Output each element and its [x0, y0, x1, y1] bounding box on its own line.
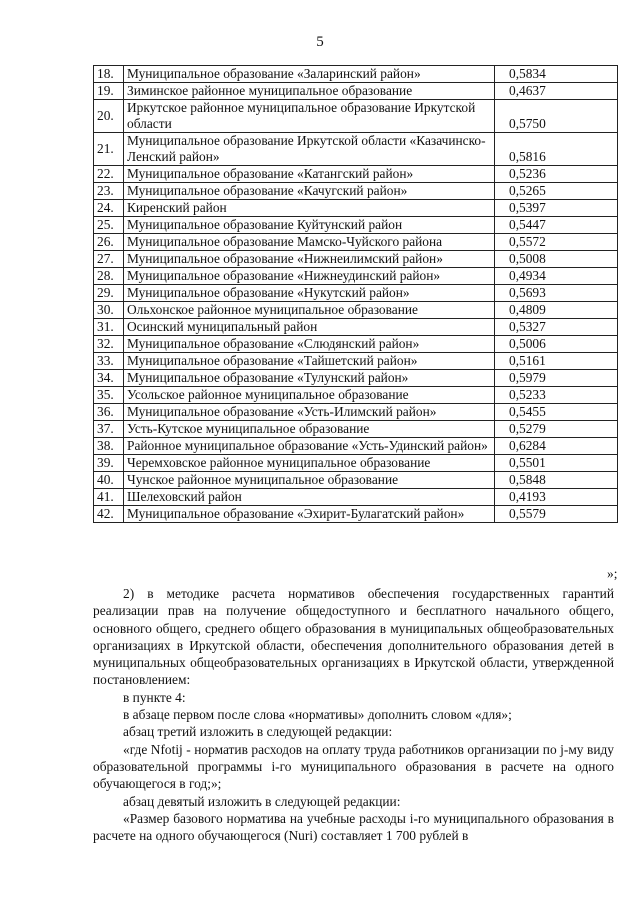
table-row: [94, 489, 618, 506]
coefficient-value: 0,5006: [495, 336, 618, 353]
table-row: [94, 404, 618, 421]
municipality-name: Шелеховский район: [124, 489, 495, 506]
coefficient-value: 0,5161: [495, 353, 618, 370]
table-row: [94, 302, 618, 319]
page-number: 5: [316, 34, 324, 50]
coefficient-value: 0,5397: [495, 200, 618, 217]
row-number: 37.: [94, 421, 124, 438]
municipality-name: Чунское районное муниципальное образование: [124, 472, 495, 489]
coefficient-value: 0,5693: [495, 285, 618, 302]
municipality-name: Муниципальное образование Иркутской области «Казачинско-Ленский район»: [124, 133, 495, 166]
municipality-name: Муниципальное образование «Тайшетский район»: [124, 353, 495, 370]
coefficient-value: 0,5834: [495, 66, 618, 83]
table-row: [94, 421, 618, 438]
coefficient-value: 0,5579: [495, 506, 618, 523]
paragraph-first-abzac: в абзаце первом после слова «нормативы» дополнить словом «для»;: [123, 707, 512, 723]
municipality-name: Муниципальное образование «Слюдянский район»: [124, 336, 495, 353]
closing-quote-mark: »;: [607, 566, 618, 581]
table-row: [94, 353, 618, 370]
coefficient-value: 0,5979: [495, 370, 618, 387]
municipality-name: Муниципальное образование «Нукутский район»: [124, 285, 495, 302]
municipality-name: Муниципальное образование «Эхирит-Булагатский район»: [124, 506, 495, 523]
coefficient-value: 0,5750: [495, 100, 618, 133]
coefficient-value: 0,5265: [495, 183, 618, 200]
coefficient-value: 0,5816: [495, 133, 618, 166]
municipality-name: Районное муниципальное образование «Усть-Удинский район»: [124, 438, 495, 455]
table-row: [94, 387, 618, 404]
table-row: [94, 66, 618, 83]
municipality-name: Муниципальное образование Мамско-Чуйского района: [124, 234, 495, 251]
paragraph-point-4: в пункте 4:: [123, 689, 186, 705]
row-number: 42.: [94, 506, 124, 523]
row-number: 30.: [94, 302, 124, 319]
table-row: [94, 319, 618, 336]
municipality-name: Муниципальное образование «Нижнеудинский район»: [124, 268, 495, 285]
coefficient-value: 0,4809: [495, 302, 618, 319]
table-row: [94, 100, 618, 133]
paragraph-ninth-abzac-intro: абзац девятый изложить в следующей редакции:: [123, 793, 401, 809]
coefficient-value: 0,5236: [495, 166, 618, 183]
table-body: [94, 66, 618, 523]
municipality-name: Муниципальное образование «Усть-Илимский район»: [124, 404, 495, 421]
table-row: [94, 336, 618, 353]
row-number: 31.: [94, 319, 124, 336]
municipality-name: Ольхонское районное муниципальное образование: [124, 302, 495, 319]
row-number: 34.: [94, 370, 124, 387]
coefficient-value: 0,5279: [495, 421, 618, 438]
coefficient-value: 0,5447: [495, 217, 618, 234]
row-number: 23.: [94, 183, 124, 200]
row-number: 19.: [94, 83, 124, 100]
row-number: 21.: [94, 133, 124, 166]
paragraph-base-norm: «Размер базового норматива на учебные расходы i-го муниципального образования в расчете на одного обучающегося (Nuri) составляет 1 700 рублей в: [93, 810, 614, 844]
table-row: [94, 438, 618, 455]
table-row: [94, 455, 618, 472]
row-number: 35.: [94, 387, 124, 404]
municipality-name: Муниципальное образование «Заларинский район»: [124, 66, 495, 83]
row-number: 24.: [94, 200, 124, 217]
municipality-name: Муниципальное образование «Качугский район»: [124, 183, 495, 200]
table-row: [94, 472, 618, 489]
paragraph-third-abzac-intro: абзац третий изложить в следующей редакции:: [123, 724, 393, 740]
table-row: [94, 183, 618, 200]
row-number: 18.: [94, 66, 124, 83]
municipality-name: Усольское районное муниципальное образование: [124, 387, 495, 404]
coefficient-value: 0,5327: [495, 319, 618, 336]
row-number: 32.: [94, 336, 124, 353]
row-number: 28.: [94, 268, 124, 285]
row-number: 27.: [94, 251, 124, 268]
coefficient-value: 0,4934: [495, 268, 618, 285]
row-number: 26.: [94, 234, 124, 251]
row-number: 22.: [94, 166, 124, 183]
coefficient-value: 0,4193: [495, 489, 618, 506]
table-row: [94, 506, 618, 523]
coefficient-value: 0,5233: [495, 387, 618, 404]
table-row: [94, 234, 618, 251]
row-number: 25.: [94, 217, 124, 234]
table-row: [94, 217, 618, 234]
coefficients-table: [93, 65, 618, 523]
coefficient-value: 0,5848: [495, 472, 618, 489]
municipality-name: Зиминское районное муниципальное образование: [124, 83, 495, 100]
row-number: 38.: [94, 438, 124, 455]
municipality-name: Муниципальное образование «Тулунский район»: [124, 370, 495, 387]
row-number: 40.: [94, 472, 124, 489]
table-row: [94, 166, 618, 183]
row-number: 20.: [94, 100, 124, 133]
municipality-name: Черемховское районное муниципальное образование: [124, 455, 495, 472]
paragraph-methodology: 2) в методике расчета нормативов обеспечения государственных гарантий реализации прав на получение общедоступного и бесплатного начального общего, основного общего, среднего общего образования в муниципальных общеобразовательных организациях в Иркутской области, обеспечения дополнительного образования детей в муниципальных общеобразовательных организациях в Иркутской области, утвержденной постановлением:: [93, 586, 614, 688]
municipality-name: Иркутское районное муниципальное образование Иркутской области: [124, 100, 495, 133]
row-number: 36.: [94, 404, 124, 421]
paragraph-nfot-definition: «где Nfotij - норматив расходов на оплату труда работников организации по j-му виду образовательной программы i-го муниципального образования в расчете на одного обучающегося в год;»;: [93, 741, 614, 792]
coefficient-value: 0,6284: [495, 438, 618, 455]
table-row: [94, 285, 618, 302]
municipality-name: Муниципальное образование «Катангский район»: [124, 166, 495, 183]
body-text: [93, 585, 614, 844]
municipality-name: Осинский муниципальный район: [124, 319, 495, 336]
municipality-name: Муниципальное образование «Нижнеилимский район»: [124, 251, 495, 268]
municipality-name: Киренский район: [124, 200, 495, 217]
row-number: 33.: [94, 353, 124, 370]
row-number: 29.: [94, 285, 124, 302]
table-row: [94, 370, 618, 387]
row-number: 41.: [94, 489, 124, 506]
table-row: [94, 268, 618, 285]
table-row: [94, 133, 618, 166]
coefficient-value: 0,5501: [495, 455, 618, 472]
table-row: [94, 83, 618, 100]
municipality-name: Муниципальное образование Куйтунский район: [124, 217, 495, 234]
coefficient-value: 0,4637: [495, 83, 618, 100]
row-number: 39.: [94, 455, 124, 472]
coefficient-value: 0,5455: [495, 404, 618, 421]
table-row: [94, 200, 618, 217]
municipality-name: Усть-Кутское муниципальное образование: [124, 421, 495, 438]
coefficient-value: 0,5572: [495, 234, 618, 251]
table-row: [94, 251, 618, 268]
coefficient-value: 0,5008: [495, 251, 618, 268]
